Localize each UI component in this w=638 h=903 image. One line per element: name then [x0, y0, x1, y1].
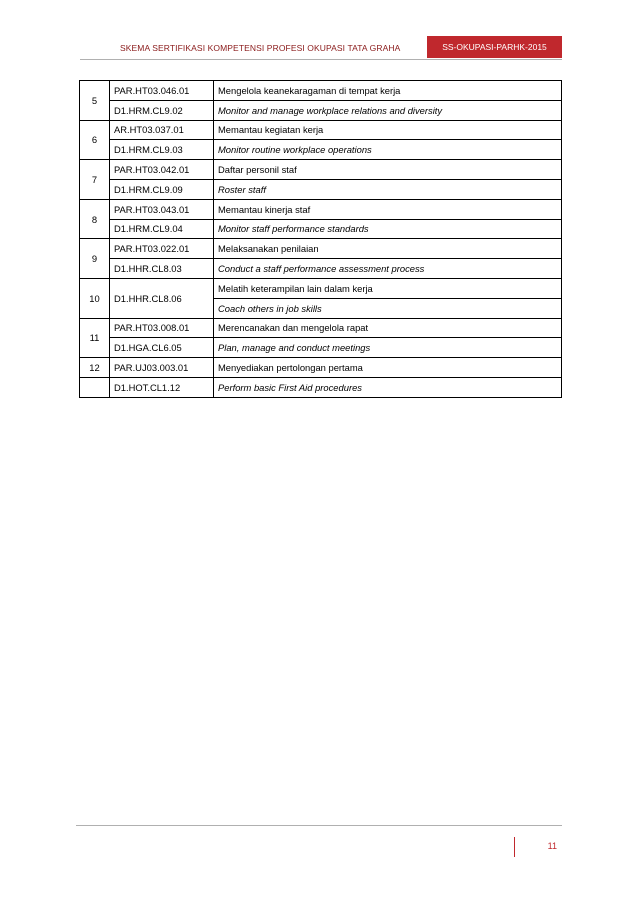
scheme-title: SKEMA SERTIFIKASI KOMPETENSI PROFESI OKUPASI TATA GRAHA: [120, 43, 401, 53]
table-row: [80, 160, 562, 180]
table-row: [80, 338, 562, 358]
unit-code: D1.HRM.CL9.02: [110, 100, 214, 120]
table-row: [80, 318, 562, 338]
unit-title-id: Merencanakan dan mengelola rapat: [214, 318, 562, 338]
unit-number: [80, 377, 110, 397]
unit-title-id: Daftar personil staf: [214, 160, 562, 180]
unit-number: 7: [80, 160, 110, 200]
table-row: [80, 199, 562, 219]
scheme-code-badge: SS-OKUPASI-PARHK-2015: [427, 36, 562, 58]
unit-title-en: Coach others in job skills: [214, 298, 562, 318]
table-row: [80, 259, 562, 279]
unit-number: 8: [80, 199, 110, 239]
table-row: [80, 377, 562, 397]
header-divider: [80, 59, 562, 60]
competency-units-table: [79, 80, 562, 398]
table-row: [80, 358, 562, 378]
unit-title-en: Perform basic First Aid procedures: [214, 377, 562, 397]
unit-code: D1.HRM.CL9.04: [110, 219, 214, 239]
unit-title-id: Memantau kegiatan kerja: [214, 120, 562, 140]
unit-title-id: Memantau kinerja staf: [214, 199, 562, 219]
page-number: 11: [547, 841, 557, 851]
unit-code: D1.HRM.CL9.03: [110, 140, 214, 160]
page-number-box: [514, 837, 561, 857]
unit-number: 9: [80, 239, 110, 279]
unit-code: PAR.HT03.008.01: [110, 318, 214, 338]
unit-title-en: Monitor routine workplace operations: [214, 140, 562, 160]
unit-code: PAR.HT03.042.01: [110, 160, 214, 180]
unit-code: PAR.HT03.022.01: [110, 239, 214, 259]
unit-title-en: Conduct a staff performance assessment process: [214, 259, 562, 279]
table-row: [80, 278, 562, 298]
unit-code: PAR.HT03.046.01: [110, 81, 214, 101]
footer-divider: [76, 825, 562, 826]
unit-title-en: Monitor staff performance standards: [214, 219, 562, 239]
page-header: [80, 36, 562, 62]
unit-code: D1.HOT.CL1.12: [110, 377, 214, 397]
table-row: [80, 140, 562, 160]
table-row: [80, 120, 562, 140]
unit-number: 11: [80, 318, 110, 358]
unit-number: 12: [80, 358, 110, 378]
unit-title-en: Roster staff: [214, 179, 562, 199]
unit-code: PAR.HT03.043.01: [110, 199, 214, 219]
table-row: [80, 179, 562, 199]
unit-number: 10: [80, 278, 110, 318]
table-row: [80, 100, 562, 120]
unit-title-en: Monitor and manage workplace relations and diversity: [214, 100, 562, 120]
unit-title-id: Melatih keterampilan lain dalam kerja: [214, 278, 562, 298]
unit-number: 6: [80, 120, 110, 160]
unit-code: D1.HHR.CL8.06: [110, 278, 214, 318]
table-row: [80, 81, 562, 101]
unit-code: D1.HGA.CL6.05: [110, 338, 214, 358]
unit-code: AR.HT03.037.01: [110, 120, 214, 140]
unit-title-en: Plan, manage and conduct meetings: [214, 338, 562, 358]
unit-code: PAR.UJ03.003.01: [110, 358, 214, 378]
unit-title-id: Menyediakan pertolongan pertama: [214, 358, 562, 378]
table-row: [80, 219, 562, 239]
unit-title-id: Melaksanakan penilaian: [214, 239, 562, 259]
unit-code: D1.HRM.CL9.09: [110, 179, 214, 199]
table-row: [80, 239, 562, 259]
unit-title-id: Mengelola keanekaragaman di tempat kerja: [214, 81, 562, 101]
unit-code: D1.HHR.CL8.03: [110, 259, 214, 279]
unit-number: 5: [80, 81, 110, 121]
